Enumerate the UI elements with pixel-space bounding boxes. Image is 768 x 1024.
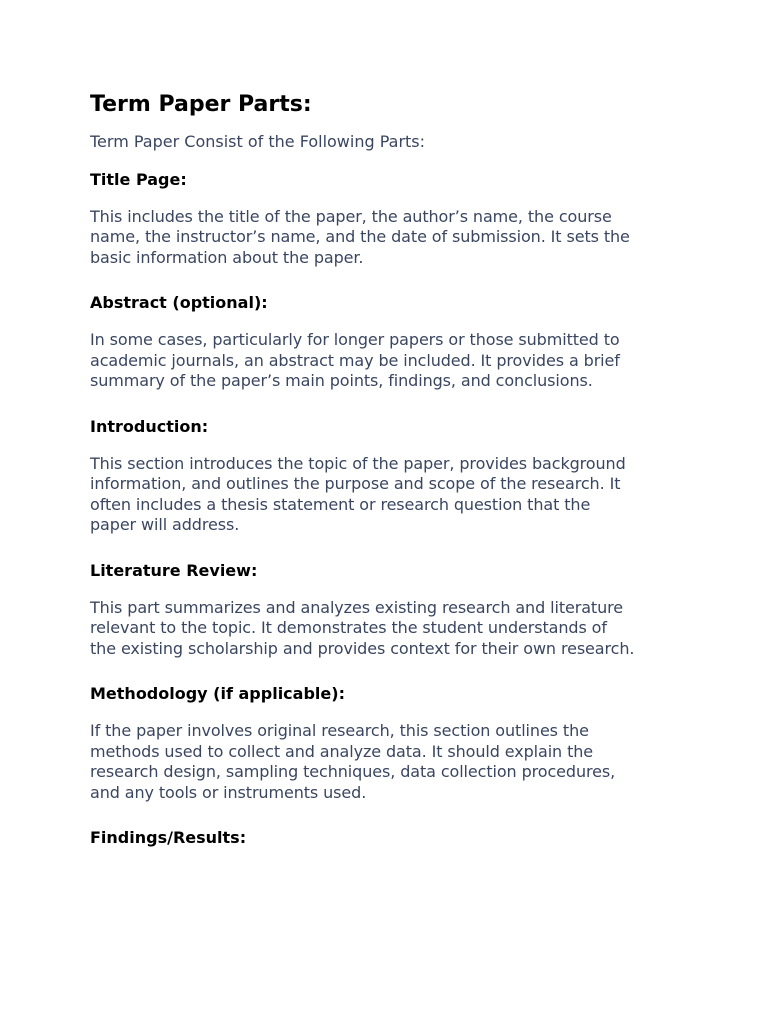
section-heading: Literature Review: xyxy=(90,560,258,580)
section-title-page xyxy=(90,170,690,269)
body-line: the existing scholarship and provides context for their own research. xyxy=(90,638,635,658)
body-line: information, and outlines the purpose and scope of the research. It xyxy=(90,474,621,493)
body-line: and any tools or instruments used. xyxy=(90,782,367,802)
section-heading: Title Page: xyxy=(90,169,187,189)
body-line: name, the instructor’s name, and the date of submission. It sets the xyxy=(90,227,630,246)
section-introduction xyxy=(90,417,690,536)
body-line: If the paper involves original research, this section outlines the xyxy=(90,721,589,740)
section-body xyxy=(90,207,690,269)
section-heading: Findings/Results: xyxy=(90,828,247,847)
body-line: This includes the title of the paper, the author’s name, the course xyxy=(90,206,612,226)
body-line: relevant to the topic. It demonstrates the student understands of xyxy=(90,618,607,637)
section-body xyxy=(90,454,690,536)
section-body xyxy=(90,330,690,392)
body-line: This part summarizes and analyzes existing research and literature xyxy=(90,597,624,617)
section-body xyxy=(90,721,690,803)
body-line: basic information about the paper. xyxy=(90,247,364,267)
section-heading: Abstract (optional): xyxy=(90,293,268,312)
section-methodology xyxy=(90,684,690,803)
body-line: paper will address. xyxy=(90,515,240,534)
body-line: often includes a thesis statement or research question that the xyxy=(90,494,591,514)
page-title: Term Paper Parts: xyxy=(90,92,312,117)
body-line: research design, sampling techniques, data collection procedures, xyxy=(90,762,616,781)
section-findings-results xyxy=(90,828,690,848)
body-line: methods used to collect and analyze data. It should explain the xyxy=(90,741,594,761)
section-abstract xyxy=(90,293,690,392)
body-line: summary of the paper’s main points, findings, and conclusions. xyxy=(90,371,593,390)
section-body xyxy=(90,598,690,660)
body-line: In some cases, particularly for longer papers or those submitted to xyxy=(90,330,620,349)
section-heading: Introduction: xyxy=(90,416,209,436)
body-line: academic journals, an abstract may be included. It provides a brief xyxy=(90,350,620,370)
section-literature-review xyxy=(90,561,690,660)
document-page xyxy=(90,90,690,865)
section-heading: Methodology (if applicable): xyxy=(90,684,345,703)
intro-text: Term Paper Consist of the Following Parts: xyxy=(90,132,426,151)
body-line: This section introduces the topic of the paper, provides background xyxy=(90,453,626,473)
